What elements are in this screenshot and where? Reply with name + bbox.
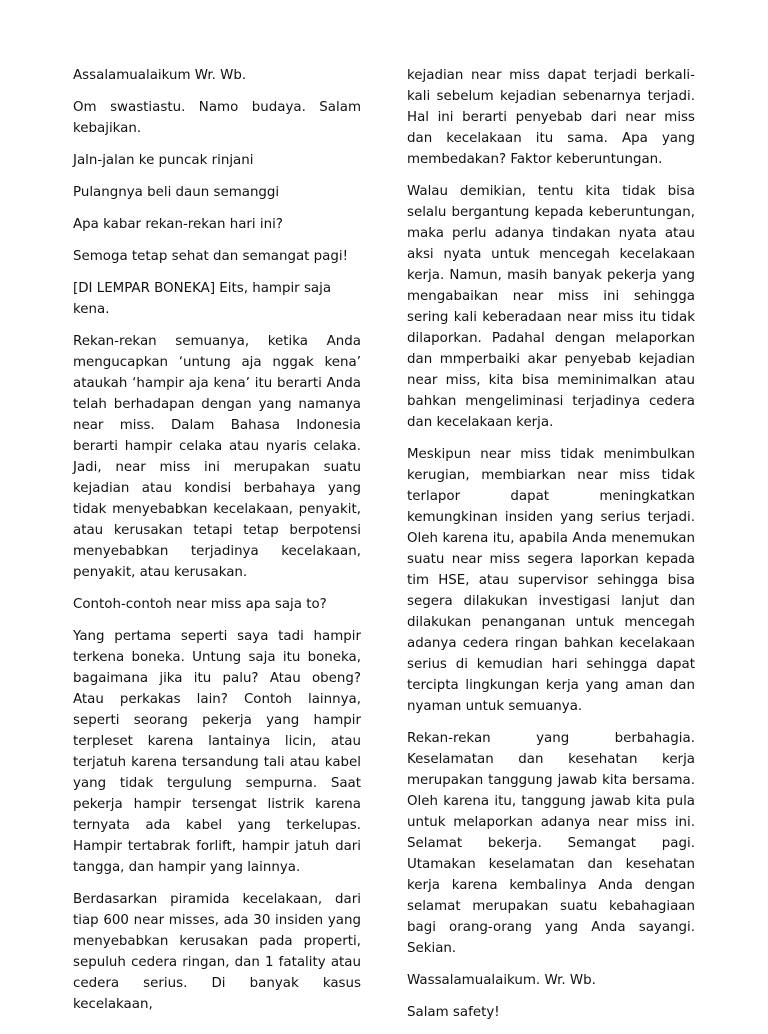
examples-question-paragraph: Contoh-contoh near miss apa saja to? xyxy=(73,597,327,612)
reporting-paragraph: Meskipun near miss tidak menimbulkan kerugian, membiarkan near miss tidak terlapor dapat meningkatkan kemungkinan insiden yang serius terjadi. Oleh karena itu, apabila Anda menemukan suatu near miss segera laporkan kepada tim HSE, atau supervisor sehingga bisa segera dilakukan investigasi lanjut dan dilakukan penanganan untuk mencegah adanya cedera ringan bahkan kecelakaan serius di kemudian hari sehingga dapat tercipta lingkungan kerja yang aman dan nyaman untuk semuanya. xyxy=(407,447,695,714)
examples-paragraph: Yang pertama seperti saya tadi hampir terkena boneka. Untung saja itu boneka, bagaimana jika itu palu? Atau obeng? Atau perkakas lain? Contoh lainnya, seperti seorang pekerja yang hampir terpleset karena lantainya licin, atau terjatuh karena tersandung tali atau kabel yang tidak tergulung sempurna. Saat pekerja hampir tersengat listrik karena ternyata ada kabel yang terkelupas. Hampir tertabrak forlift, hampir jatuh dari tangga, dan hampir yang lainnya. xyxy=(73,629,361,875)
pyramid-continuation-paragraph: kejadian near miss dapat terjadi berkali-kali sebelum kejadian sebenarnya terjadi. Hal ini berarti penyebab dari near miss dan kecelakaan itu sama. Apa yang membedakan? Faktor keberuntungan. xyxy=(407,68,695,167)
farewell-paragraph: Wassalamualaikum. Wr. Wb. xyxy=(407,973,596,988)
sign-off-paragraph: Salam safety! xyxy=(407,1005,500,1020)
closing-paragraph: Rekan-rekan yang berbahagia. Keselamatan dan kesehatan kerja merupakan tanggung jawab kita bersama. Oleh karena itu, tanggung jawab kita pula untuk melaporkan adanya near miss ini. Selamat bekerja. Semangat pagi. Utamakan keselamatan dan kesehatan kerja karena kembalinya Anda dengan selamat merupakan suatu kebahagiaan bagi orang-orang yang Anda sayangi. Sekian. xyxy=(407,731,695,956)
question-paragraph: Apa kabar rekan-rekan hari ini? xyxy=(73,217,283,232)
stage-direction-paragraph: [DI LEMPAR BONEKA] Eits, hampir saja kena. xyxy=(73,281,332,317)
pantun-line-2: Pulangnya beli daun semanggi xyxy=(73,185,280,200)
pyramid-paragraph: Berdasarkan piramida kecelakaan, dari tiap 600 near misses, ada 30 insiden yang menyebabkan kerusakan pada properti, sepuluh cedera ringan, dan 1 fatality atau cedera serius. Di banyak kasus kecelakaan, xyxy=(73,892,361,1012)
right-column xyxy=(407,65,695,1034)
greeting-paragraph: Assalamualaikum Wr. Wb. xyxy=(73,68,247,83)
near-miss-definition-paragraph: Rekan-rekan semuanya, ketika Anda mengucapkan ‘untung aja nggak kena’ ataukah ‘hampir aja kena’ itu berarti Anda telah berhadapan dengan yang namanya near miss. Dalam Bahasa Indonesia berarti hampir celaka atau nyaris celaka. Jadi, near miss ini merupakan suatu kejadian atau kondisi berbahaya yang tidak menyebabkan kecelakaan, penyakit, atau kerusakan tetapi tetap berpotensi menyebabkan terjadinya kecelakaan, penyakit, atau kerusakan. xyxy=(73,334,361,580)
salutation-paragraph: Om swastiastu. Namo budaya. Salam kebajikan. xyxy=(73,100,361,136)
pantun-line-1: Jaln-jalan ke puncak rinjani xyxy=(73,153,254,168)
action-paragraph: Walau demikian, tentu kita tidak bisa selalu bergantung kepada keberuntungan, maka perlu adanya tindakan nyata atau aksi nyata untuk mencegah kecelakaan kerja. Namun, masih banyak pekerja yang mengabaikan near miss ini sehingga sering kali keberadaan near miss itu tidak dilaporkan. Padahal dengan melaporkan dan mmperbaiki akar penyebab kejadian near miss, kita bisa meminimalkan atau bahkan mengeliminasi terjadinya cedera dan kecelakaan kerja. xyxy=(407,184,695,430)
wish-paragraph: Semoga tetap sehat dan semangat pagi! xyxy=(73,249,348,264)
left-column xyxy=(73,65,361,1026)
